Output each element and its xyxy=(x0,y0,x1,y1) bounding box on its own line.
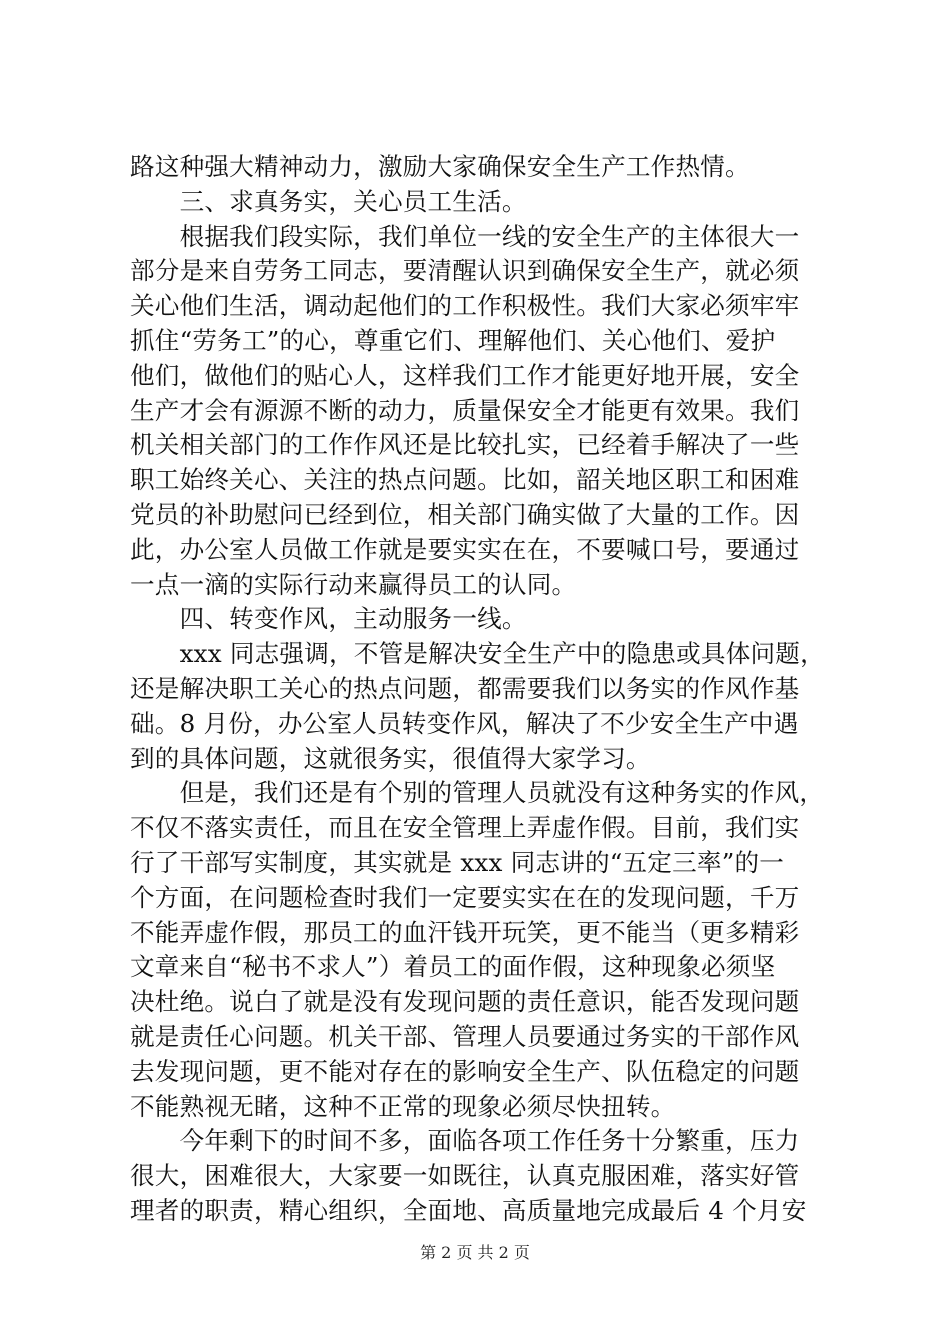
body-line: 还是解决职工关心的热点问题，都需要我们以务实的作风作基 xyxy=(130,674,800,703)
body-line: 去发现问题，更不能对存在的影响安全生产、队伍稳定的问题 xyxy=(130,1056,800,1086)
section-heading: 四、转变作风，主动服务一线。 xyxy=(130,604,527,634)
body-line: 础。8 月份，办公室人员转变作风，解决了不少安全生产中遇 xyxy=(130,708,799,738)
body-line: 不仅不落实责任，而且在安全管理上弄虚作假。目前，我们实 xyxy=(130,813,800,843)
body-line: 就是责任心问题。机关干部、管理人员要通过务实的干部作风 xyxy=(130,1022,800,1051)
body-line: 今年剩下的时间不多，面临各项工作任务十分繁重，压力 xyxy=(130,1126,800,1156)
body-line: 此，办公室人员做工作就是要实实在在，不要喊口号，要通过 xyxy=(130,534,800,564)
body-line: 路这种强大精神动力，激励大家确保安全生产工作热情。 xyxy=(130,152,750,181)
body-line: 他们，做他们的贴心人，这样我们工作才能更好地开展，安全 xyxy=(130,360,800,390)
body-line: xxx 同志强调，不管是解决安全生产中的隐患或具体问题， xyxy=(130,639,825,669)
body-line: 党员的补助慰问已经到位，相关部门确实做了大量的工作。因 xyxy=(130,500,800,529)
body-line: 抓住“劳务工”的心，尊重它们、理解他们、关心他们、爱护 xyxy=(130,326,776,355)
body-line: 很大，困难很大，大家要一如既往，认真克服困难，落实好管 xyxy=(130,1161,800,1191)
body-line: 机关相关部门的工作作风还是比较扎实，已经着手解决了一些 xyxy=(130,430,800,460)
body-line: 但是，我们还是有个别的管理人员就没有这种务实的作风， xyxy=(130,778,825,808)
body-line: 不能弄虚作假，那员工的血汗钱开玩笑，更不能当（更多精彩 xyxy=(130,917,800,947)
section-heading: 三、求真务实，关心员工生活。 xyxy=(130,186,527,216)
body-line: 文章来自“秘书不求人”）着员工的面作假，这种现象必须坚 xyxy=(130,952,776,982)
body-line: 部分是来自劳务工同志，要清醒认识到确保安全生产，就必须 xyxy=(130,256,800,286)
body-line: 关心他们生活，调动起他们的工作积极性。我们大家必须牢牢 xyxy=(130,291,800,321)
body-line: 理者的职责，精心组织，全面地、高质量地完成最后 4 个月安 xyxy=(130,1196,807,1225)
body-line: 行了干部写实制度，其实就是 xxx 同志讲的“五定三率”的一 xyxy=(130,848,785,877)
body-line: 到的具体问题，这就很务实，很值得大家学习。 xyxy=(130,743,651,773)
body-line: 一点一滴的实际行动来赢得员工的认同。 xyxy=(130,569,577,599)
body-line: 决杜绝。说白了就是没有发现问题的责任意识，能否发现问题 xyxy=(130,987,800,1017)
body-line: 生产才会有源源不断的动力，质量保安全才能更有效果。我们 xyxy=(130,395,800,425)
body-line: 不能熟视无睹，这种不正常的现象必须尽快扭转。 xyxy=(130,1091,676,1121)
body-line: 个方面，在问题检查时我们一定要实实在在的发现问题，千万 xyxy=(130,882,800,912)
page-footer: 第 2 页 共 2 页 xyxy=(420,1243,530,1262)
body-line: 职工始终关心、关注的热点问题。比如，韶关地区职工和困难 xyxy=(130,465,800,495)
body-line: 根据我们段实际，我们单位一线的安全生产的主体很大一 xyxy=(130,221,800,251)
